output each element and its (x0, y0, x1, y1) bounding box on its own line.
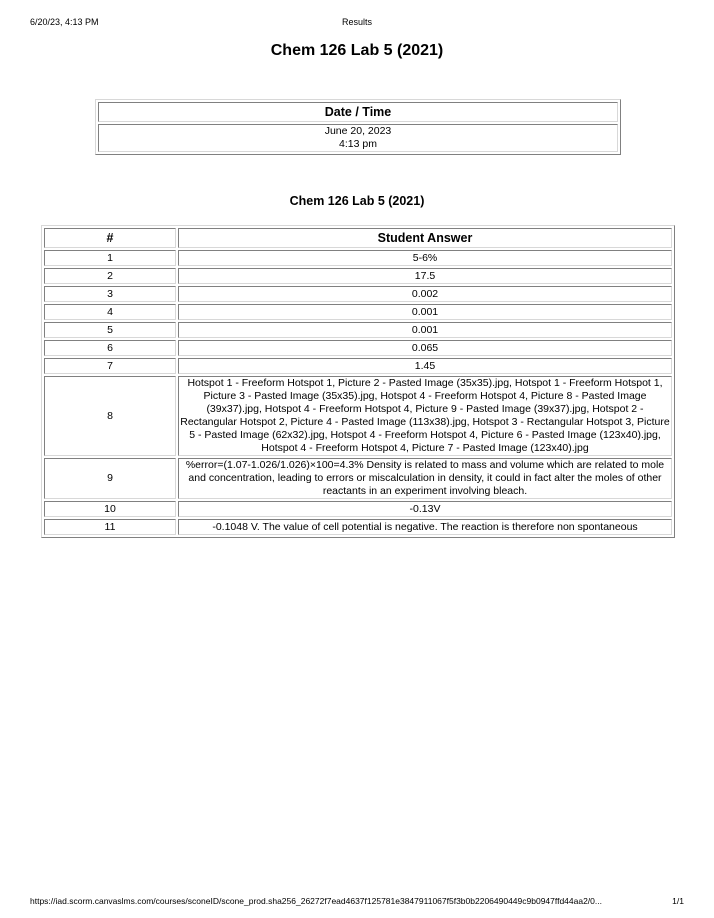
time-value: 4:13 pm (339, 138, 377, 150)
student-answer: 1.45 (178, 358, 672, 374)
answers-header-row (44, 228, 672, 248)
print-page-number: 1/1 (672, 896, 684, 906)
datetime-cell (98, 124, 618, 152)
print-page-title: Results (341, 17, 372, 27)
student-answer: 5-6% (178, 250, 672, 266)
table-row (44, 286, 672, 302)
student-answer: 0.065 (178, 340, 672, 356)
answers-body (44, 250, 672, 535)
student-answer: %error=(1.07-1.026/1.026)×100=4.3% Density is related to mass and volume which are related to mole and concentration, leading to errors or miscalculation in density, it could in fact alter the moles of other reactants in an experiment involving bleach. (178, 458, 672, 499)
student-answer: Hotspot 1 - Freeform Hotspot 1, Picture 2 - Pasted Image (35x35).jpg, Hotspot 1 - Freeform Hotspot 1, Picture 3 - Pasted Image (35x35).jpg, Hotspot 4 - Freeform Hotspot 4, Picture 8 - Pasted Image (39x37).jpg, Hotspot 4 - Freeform Hotspot 4, Picture 9 - Pasted Image (39x37).jpg, Hotspot 2 - Rectangular Hotspot 2, Picture 4 - Pasted Image (113x38).jpg, Hotspot 3 - Rectangular Hotspot 3, Picture 5 - Pasted Image (62x32).jpg, Hotspot 4 - Freeform Hotspot 4, Picture 6 - Pasted Image (123x40).jpg, Hotspot 4 - Freeform Hotspot 4, Picture 7 - Pasted Image (123x40).jpg (178, 376, 672, 456)
student-answer: 0.001 (178, 322, 672, 338)
print-datetime: 6/20/23, 4:13 PM (30, 17, 99, 27)
question-number: 6 (44, 340, 176, 356)
section-title: Chem 126 Lab 5 (2021) (289, 194, 425, 208)
question-number: 11 (44, 519, 176, 535)
table-row (44, 250, 672, 266)
table-row (44, 304, 672, 320)
table-row (44, 501, 672, 517)
question-number: 3 (44, 286, 176, 302)
question-number: 5 (44, 322, 176, 338)
table-row (44, 268, 672, 284)
question-number: 10 (44, 501, 176, 517)
answers-table (41, 225, 675, 538)
student-answer: -0.13V (178, 501, 672, 517)
datetime-header: Date / Time (98, 102, 618, 122)
column-header-answer: Student Answer (178, 228, 672, 248)
table-row (44, 322, 672, 338)
table-row (44, 458, 672, 499)
question-number: 1 (44, 250, 176, 266)
table-row (44, 376, 672, 456)
question-number: 7 (44, 358, 176, 374)
student-answer: 0.002 (178, 286, 672, 302)
table-row (44, 340, 672, 356)
table-row (44, 358, 672, 374)
page-title: Chem 126 Lab 5 (2021) (270, 42, 444, 59)
table-row (44, 519, 672, 535)
datetime-table (95, 99, 621, 155)
student-answer: 17.5 (178, 268, 672, 284)
question-number: 4 (44, 304, 176, 320)
print-url: https://iad.scorm.canvaslms.com/courses/sconeID/scone_prod.sha256_26272f7ead4637f125781e3847911067f5f3b0b2206490449c9b0947ffd44aa2/0... (30, 896, 602, 906)
question-number: 9 (44, 458, 176, 499)
question-number: 8 (44, 376, 176, 456)
student-answer: -0.1048 V. The value of cell potential is negative. The reaction is therefore non spontaneous (178, 519, 672, 535)
date-value: June 20, 2023 (324, 125, 392, 137)
column-header-number: # (44, 228, 176, 248)
question-number: 2 (44, 268, 176, 284)
student-answer: 0.001 (178, 304, 672, 320)
